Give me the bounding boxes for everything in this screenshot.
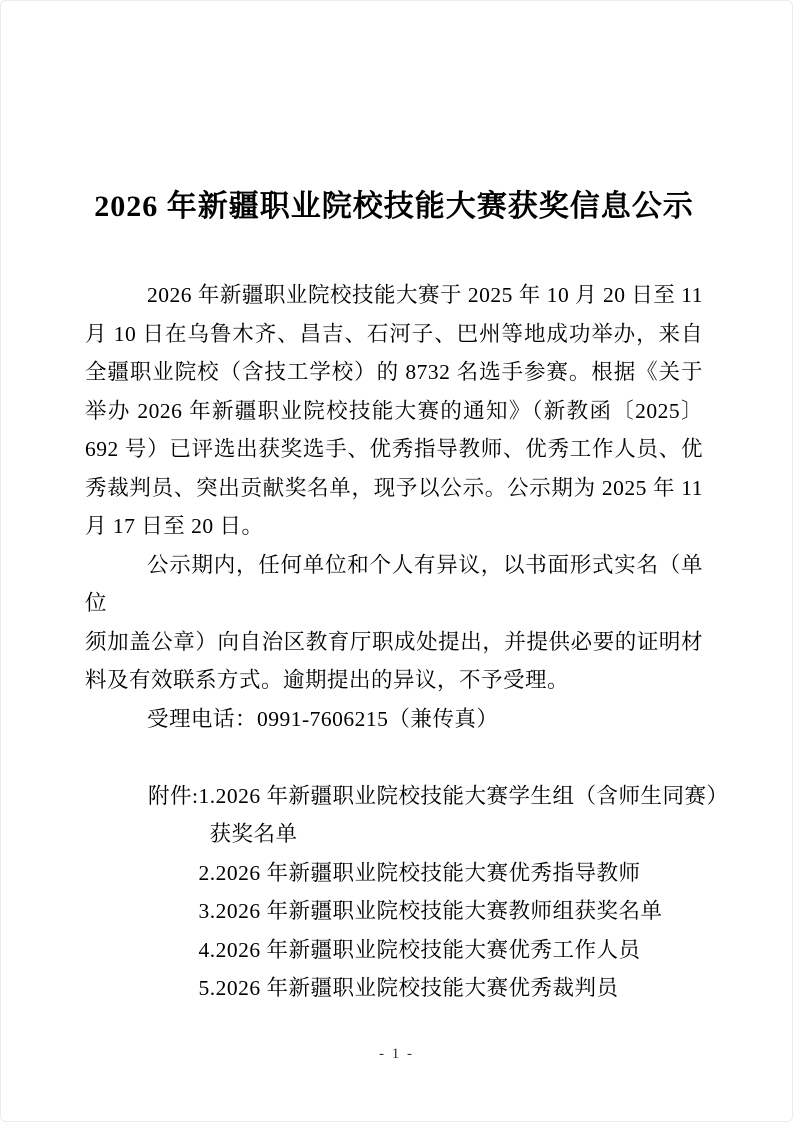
attachment-item-4: 4.2026 年新疆职业院校技能大赛优秀工作人员 <box>198 937 641 962</box>
body-line: 公示期内，任何单位和个人有异议，以书面形式实名（单位 <box>85 552 703 615</box>
paragraph-1 <box>85 276 703 546</box>
body-line: 举办 2026 年新疆职业院校技能大赛的通知》（新教函〔2025〕 <box>85 398 703 423</box>
attachments-list <box>198 777 729 1008</box>
attachments-block <box>85 777 729 1008</box>
attachment-item-5: 5.2026 年新疆职业院校技能大赛优秀裁判员 <box>198 976 619 1000</box>
body-line: 全疆职业院校（含技工学校）的 8732 名选手参赛。根据《关于 <box>85 360 703 384</box>
attachment-item-line: 获奖名单 <box>209 822 298 846</box>
document-body <box>85 276 703 738</box>
body-line: 须加盖公章）向自治区教育厅职成处提出，并提供必要的证明材 <box>85 629 703 654</box>
attachment-item-3: 3.2026 年新疆职业院校技能大赛教师组获奖名单 <box>198 899 663 923</box>
body-line: 料及有效联系方式。逾期提出的异议，不予受理。 <box>85 668 570 692</box>
page-number: - 1 - <box>379 1046 414 1062</box>
contact-phone-line: 受理电话：0991-7606215（兼传真） <box>147 706 499 731</box>
body-line: 2026 年新疆职业院校技能大赛于 2025 年 10 月 20 日至 11 <box>147 283 703 307</box>
paragraph-2 <box>85 546 703 700</box>
body-line: 692 号）已评选出获奖选手、优秀指导教师、优秀工作人员、优 <box>85 437 703 461</box>
attachment-item-2: 2.2026 年新疆职业院校技能大赛优秀指导教师 <box>198 860 641 885</box>
body-line: 月 17 日至 20 日。 <box>85 514 264 538</box>
body-line: 月 10 日在乌鲁木齐、昌吉、石河子、巴州等地成功举办，来自 <box>85 321 703 346</box>
attachment-item-line: 1.2026 年新疆职业院校技能大赛学生组（含师生同赛） <box>198 783 729 808</box>
attachment-item-1 <box>198 777 729 854</box>
body-line: 秀裁判员、突出贡献奖名单，现予以公示。公示期为 2025 年 11 <box>85 475 703 500</box>
document-title: 2026 年新疆职业院校技能大赛获奖信息公示 <box>94 190 694 223</box>
attachments-label: 附件: <box>148 783 199 808</box>
